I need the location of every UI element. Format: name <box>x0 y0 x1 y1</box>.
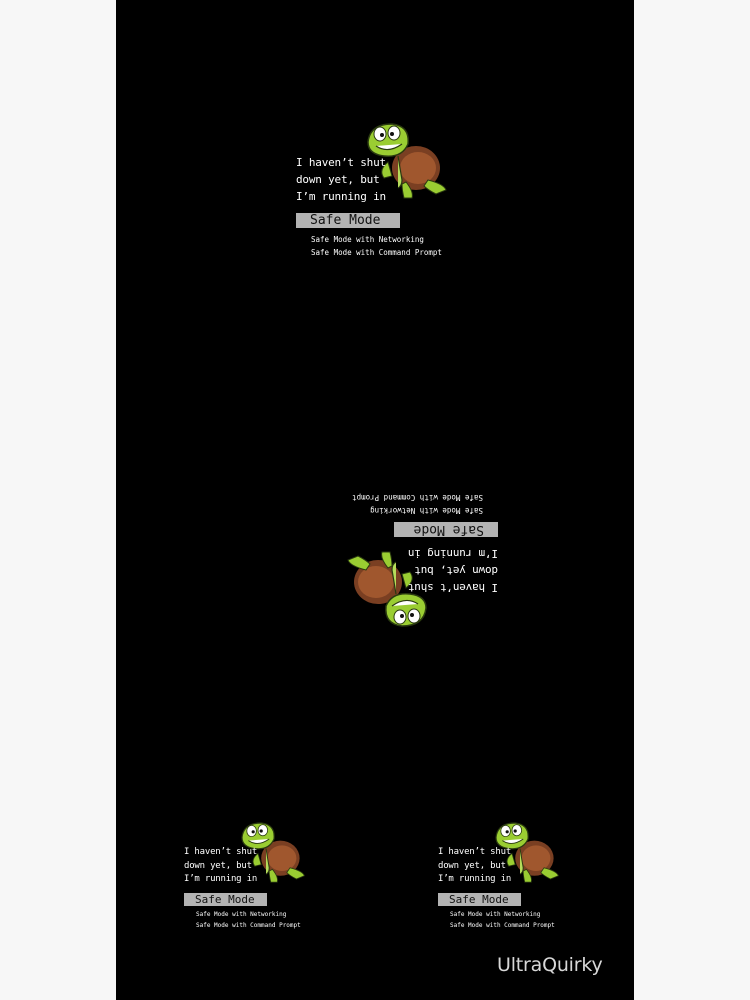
text-line-2: down yet, but <box>438 861 506 871</box>
design-small-left <box>184 818 334 933</box>
text-line-1: I haven’t shut <box>408 581 498 594</box>
option-networking: Safe Mode with Networking <box>196 911 287 918</box>
option-command-prompt: Safe Mode with Command Prompt <box>196 922 301 929</box>
option-command-prompt: Safe Mode with Command Prompt <box>352 493 483 502</box>
safe-mode-highlight: Safe Mode <box>296 213 400 228</box>
option-networking: Safe Mode with Networking <box>450 911 541 918</box>
text-line-3: I’m running in <box>296 190 386 203</box>
option-command-prompt: Safe Mode with Command Prompt <box>311 248 442 257</box>
safe-mode-highlight: Safe Mode <box>438 893 521 906</box>
text-line-1: I haven’t shut <box>438 847 512 857</box>
safe-mode-highlight: Safe Mode <box>184 893 267 906</box>
text-line-2: down yet, but <box>414 564 498 577</box>
design-large-upright <box>296 118 496 263</box>
text-line-3: I’m running in <box>438 874 512 884</box>
design-small-right <box>438 818 588 933</box>
option-networking: Safe Mode with Networking <box>311 235 424 244</box>
design-large-rotated <box>298 487 498 632</box>
text-line-3: I’m running in <box>184 874 258 884</box>
watermark: UltraQuirky <box>497 954 603 976</box>
text-line-2: down yet, but <box>184 861 252 871</box>
text-line-3: I’m running in <box>408 547 498 560</box>
text-line-1: I haven’t shut <box>184 847 258 857</box>
product-panel <box>116 0 634 1000</box>
text-line-2: down yet, but <box>296 173 380 186</box>
option-command-prompt: Safe Mode with Command Prompt <box>450 922 555 929</box>
option-networking: Safe Mode with Networking <box>370 506 483 515</box>
text-line-1: I haven’t shut <box>296 156 386 169</box>
safe-mode-highlight: Safe Mode <box>394 522 498 537</box>
